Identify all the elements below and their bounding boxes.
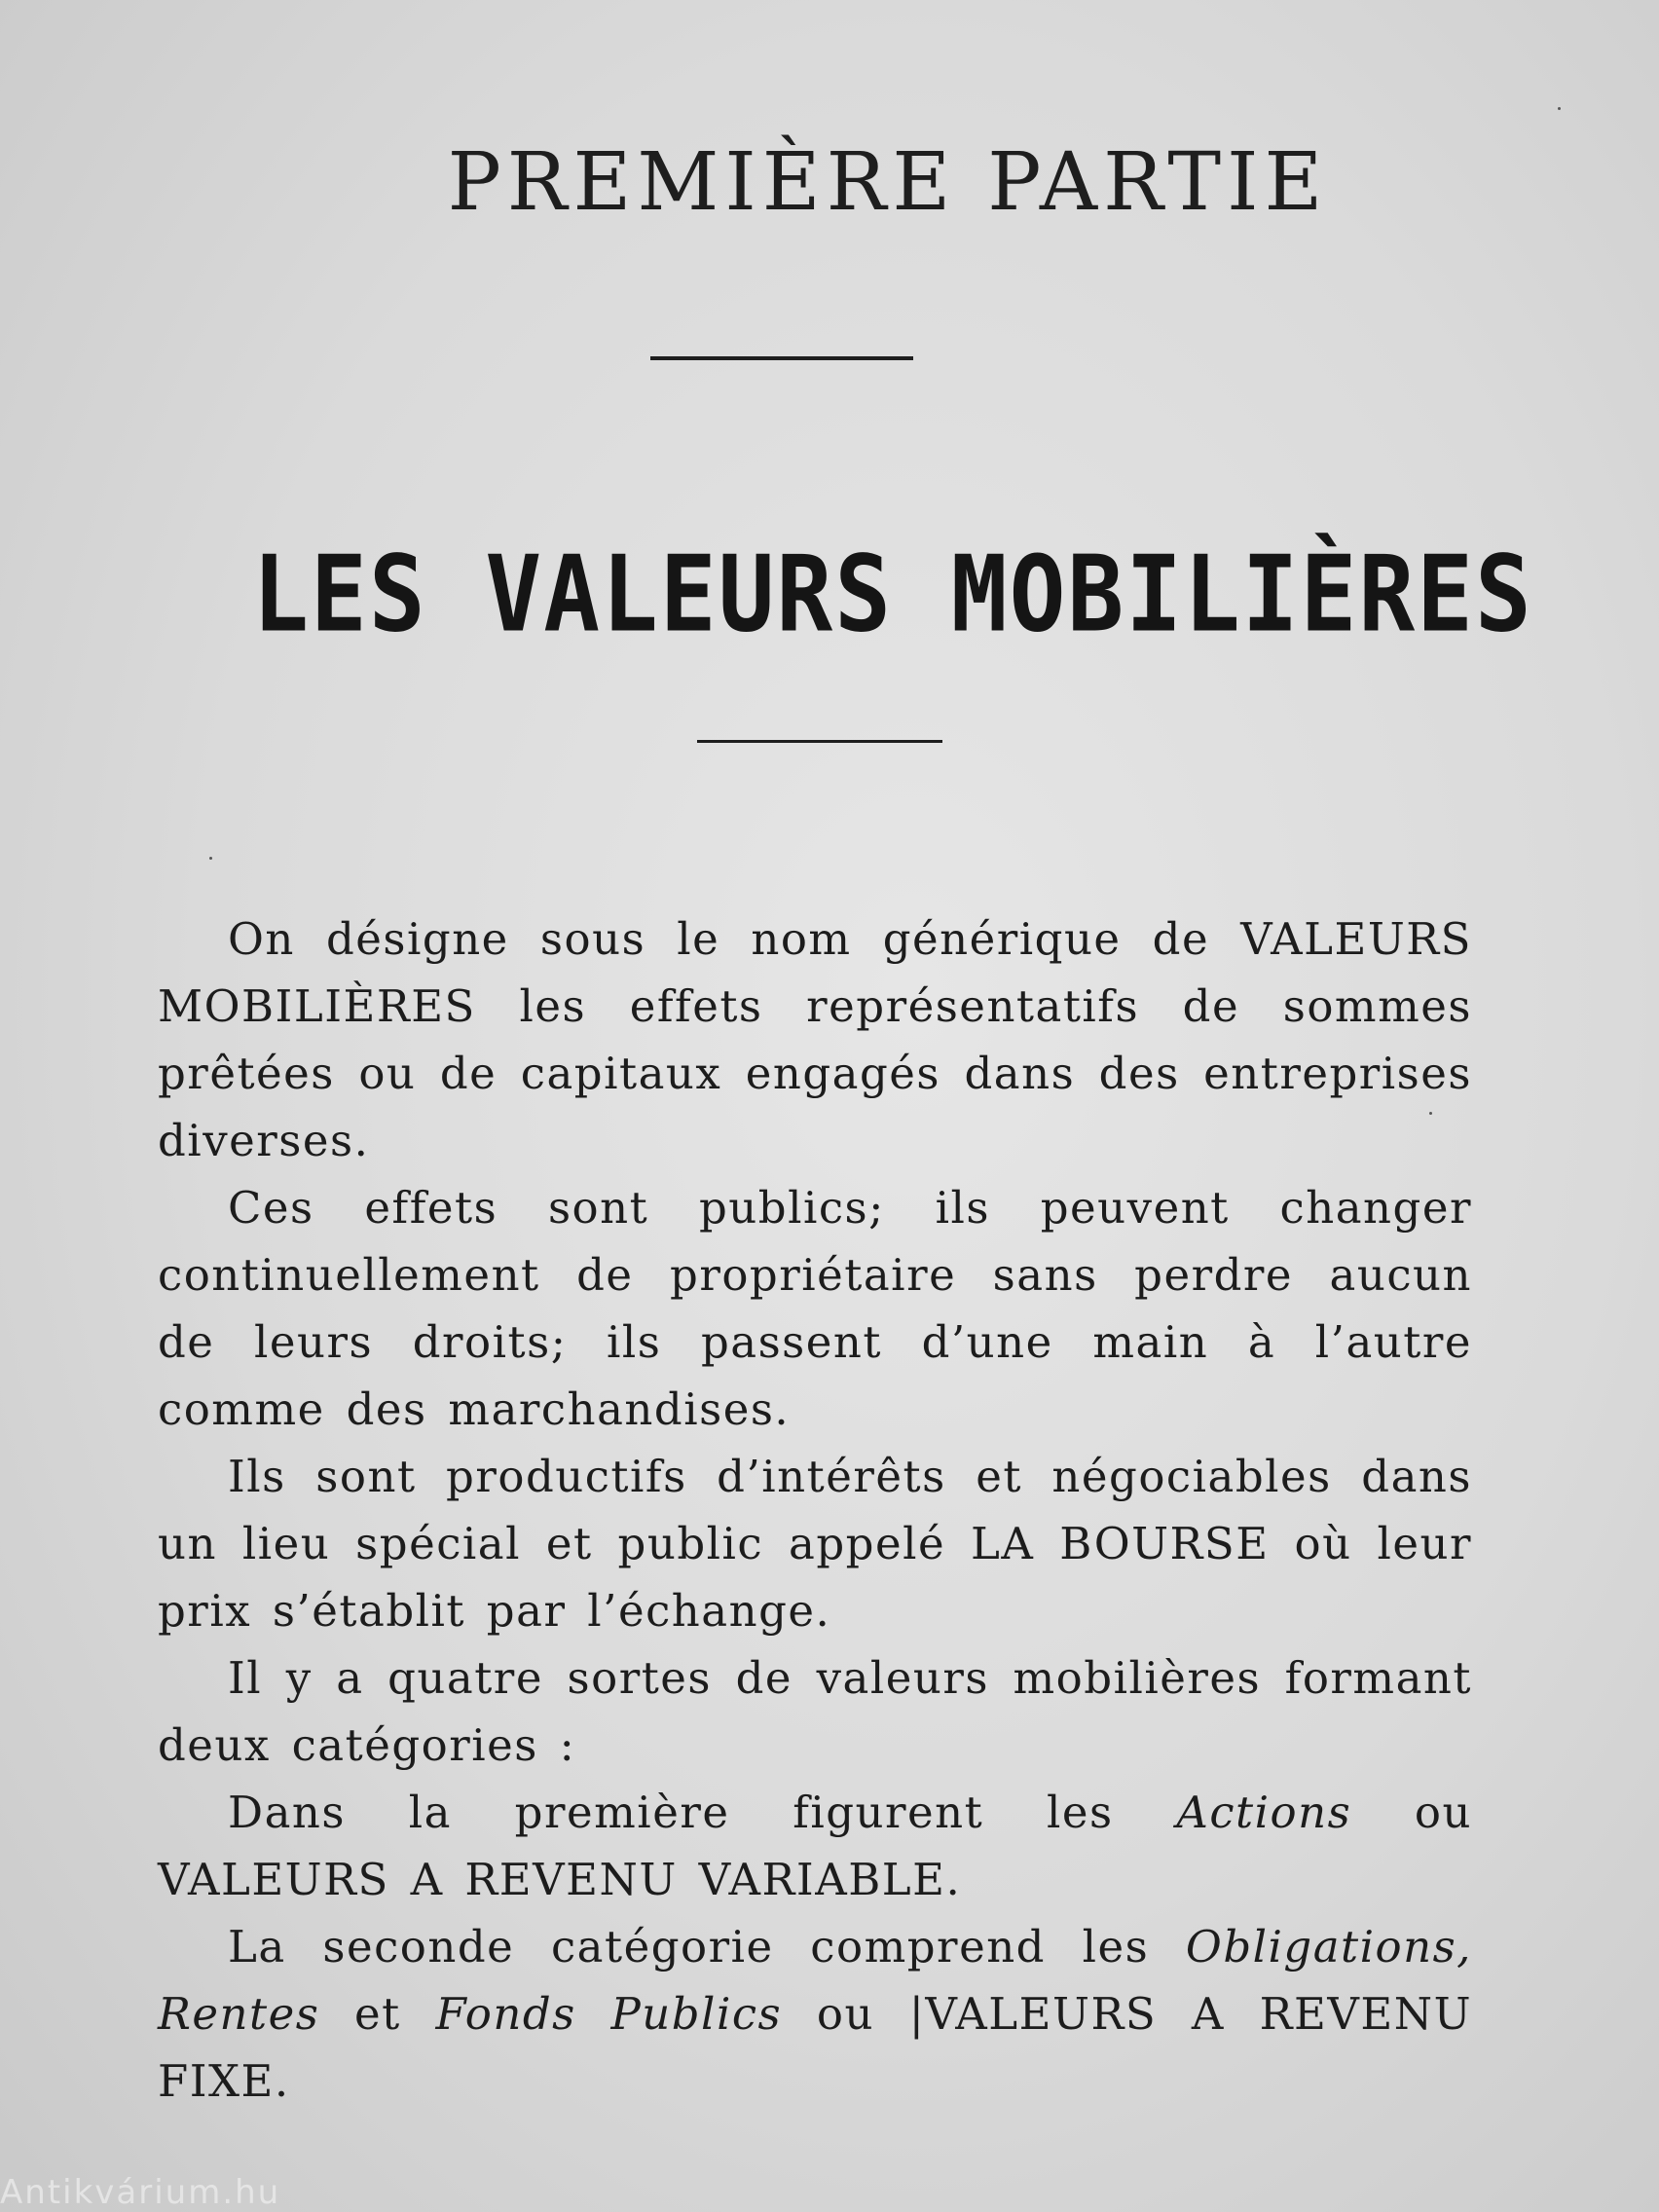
paragraph-text: Dans la première figurent les bbox=[228, 1787, 1177, 1838]
watermark: Antikvárium.hu bbox=[0, 2173, 281, 2212]
paragraph-text: ou |VALEURS A REVENU FIXE. bbox=[158, 1988, 1473, 2107]
italic-text: Fonds Publics bbox=[435, 1988, 783, 2040]
paper-speck bbox=[1558, 107, 1561, 110]
paragraph-text: Ils sont productifs d’intérêts et négociables dans un lieu spécial et public appelé LA BOURSE où leur prix s’établit par l’échange. bbox=[158, 1451, 1472, 1637]
chapter-title: LES VALEURS MOBILIÈRES bbox=[252, 534, 1533, 656]
paragraph-text: On désigne sous le nom générique de VALEURS MOBILIÈRES les effets représentatifs de sommes prêtées ou de capitaux engagés dans des entreprises diverses. bbox=[158, 913, 1472, 1166]
paper-speck bbox=[1429, 1112, 1432, 1115]
paragraph-text: ou VALEURS A REVENU VARIABLE. bbox=[158, 1787, 1472, 1905]
italic-text: Actions bbox=[1176, 1787, 1352, 1838]
italic-text: Obligations, Rentes bbox=[158, 1921, 1472, 2040]
title-divider-rule bbox=[650, 356, 913, 360]
paragraph-text: La seconde catégorie comprend les bbox=[228, 1921, 1186, 1972]
body-text bbox=[158, 905, 1472, 2115]
chapter-divider-rule bbox=[697, 740, 942, 743]
body-paragraph bbox=[158, 1174, 1472, 1443]
part-title: PREMIÈRE PARTIE bbox=[447, 136, 1329, 229]
body-paragraph bbox=[158, 1443, 1472, 1644]
body-paragraph bbox=[158, 1779, 1472, 1913]
paragraph-text: Il y a quatre sortes de valeurs mobilières formant deux catégories : bbox=[158, 1652, 1472, 1771]
paper-speck bbox=[209, 857, 212, 860]
paragraph-text: Ces effets sont publics; ils peuvent changer continuellement de propriétaire sans perdre aucun de leurs droits; ils passent d’une main à l’autre comme des marchandises. bbox=[158, 1182, 1472, 1435]
body-paragraph bbox=[158, 1644, 1472, 1779]
body-paragraph bbox=[158, 1913, 1472, 2115]
paragraph-text: et bbox=[319, 1988, 436, 2040]
body-paragraph bbox=[158, 905, 1472, 1174]
